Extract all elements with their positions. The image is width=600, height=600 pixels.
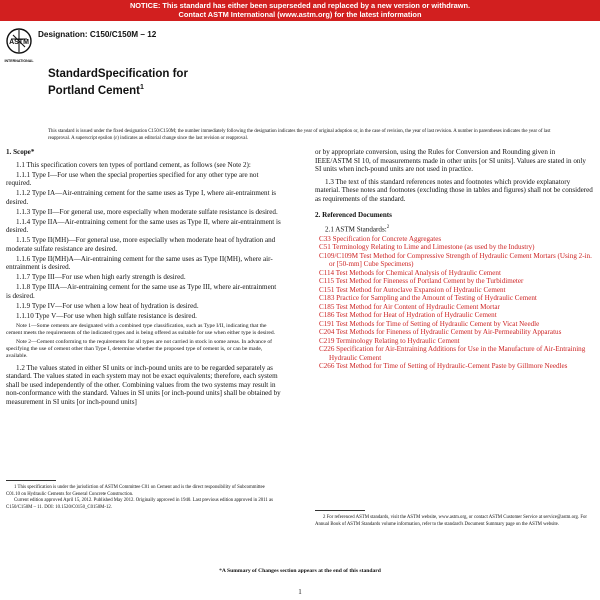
ref-c151-link[interactable]: C151 Test Method for Autoclave Expansion of Hydraulic Cement bbox=[319, 285, 506, 294]
ref-c226-link[interactable]: C226 Specification for Air-Entraining Additions for Use in the Manufacture of Air-Entraining Hydraulic Cement bbox=[319, 345, 586, 362]
para-1-1-8: 1.1.8 Type IIIA—Air-entraining cement for the same use as Type III, where air-entrainment is desired. bbox=[6, 283, 277, 300]
para-1-1-2: 1.1.2 Type IA—Air-entraining cement for the same uses as Type I, where air-entrainment is desired. bbox=[6, 189, 277, 206]
title-line-1: StandardSpecification for bbox=[48, 68, 188, 80]
para-1-2: 1.2 The values stated in either SI units or inch-pound units are to be regarded separately as standard. The values stated in each system may not be exact equivalents; therefore, each system shall be used independently of the other. Combining values from the two systems may result in non-conformance with the standard. Values in SI units [or inch-pound units] shall be obtained by measurement in SI units [or inch-pound units] bbox=[6, 363, 281, 406]
page-number: 1 bbox=[298, 588, 302, 596]
right-column bbox=[315, 148, 593, 371]
para-1-1-6: 1.1.6 Type II(MH)A—Air-entraining cement for the same uses as Type II(MH), where air-entrainment is desired. bbox=[6, 254, 273, 271]
ref-c191-link[interactable]: C191 Test Methods for Time of Setting of Hydraulic Cement by Vicat Needle bbox=[319, 319, 540, 328]
ref-c186-link[interactable]: C186 Test Method for Heat of Hydration of Hydraulic Cement bbox=[319, 311, 497, 320]
para-1-1-5: 1.1.5 Type II(MH)—For general use, more especially when moderate heat of hydration and moderate sulfate resistance are desired. bbox=[6, 236, 276, 253]
para-1-1: 1.1 This specification covers ten types of portland cement, as follows (see Note 2): bbox=[16, 160, 251, 169]
para-1-1-4: 1.1.4 Type IIA—Air-entraining cement for the same uses as Type II, where air-entrainment is desired. bbox=[6, 217, 281, 234]
notice-banner bbox=[0, 0, 600, 21]
ref-c219-link[interactable]: C219 Terminology Relating to Hydraulic Cement bbox=[319, 336, 460, 345]
issuance-statement: This standard is issued under the fixed designation C150/C150M; the number immediately following the designation indicates the year of original adoption or, in the case of revision, the year of last revision. A number in parentheses indicates the year of last reapproval. A superscript epsilon (ε) indicates an editorial change since the last revision or reapproval. bbox=[48, 129, 551, 141]
footnote-1-edition: Current edition approved April 15, 2012. Published May 2012. Originally approved in 1940. Last previous edition approved in 2011 as C150/C150M – 11. DOI: 10.1520/C0150_C0150M-12. bbox=[6, 498, 273, 510]
ref-c185-link[interactable]: C185 Test Method for Air Content of Hydraulic Cement Mortar bbox=[319, 302, 500, 311]
footnotes-left bbox=[6, 485, 278, 511]
summary-of-changes-note: *A Summary of Changes section appears at the end of this standard bbox=[219, 568, 381, 574]
notice-line-2: Contact ASTM International (www.astm.org) for the latest information bbox=[178, 10, 422, 19]
page-title bbox=[48, 68, 188, 98]
footnote-divider-left bbox=[6, 480, 56, 481]
ref-c204-link[interactable]: C204 Test Methods for Fineness of Hydraulic Cement by Air-Permeability Apparatus bbox=[319, 328, 562, 337]
ref-c109-link[interactable]: C109/C109M Test Method for Compressive Strength of Hydraulic Cement Mortars (Using 2-in. or [50-mm] Cube Specimens) bbox=[319, 251, 592, 269]
title-line-2: Portland Cement$^1$ bbox=[48, 84, 144, 97]
footnotes-right bbox=[315, 515, 593, 528]
astm-standards-label: 2.1 ASTM Standards:$^2$ bbox=[325, 224, 390, 233]
ref-c266-link[interactable]: C266 Test Method for Time of Setting of Hydraulic-Cement Paste by Gillmore Needles bbox=[319, 362, 568, 371]
footnote-2: 2 For referenced ASTM standards, visit the ASTM website, www.astm.org, or contact ASTM Customer Service at service@astm.org. For Annual Book of ASTM Standards volume information, refer to the standard's Document Summary page on the ASTM website. bbox=[315, 515, 587, 527]
note-2: Note 2—Cement conforming to the requirements for all types are not carried in stock in some areas. In advance of specifying the use of cement other than Type I, determine whether the proposed type of cement is, or can be made, available. bbox=[6, 338, 272, 359]
ref-c115-link[interactable]: C115 Test Method for Fineness of Portland Cement by the Turbidimeter bbox=[319, 277, 524, 286]
svg-text:ASTM: ASTM bbox=[9, 39, 29, 46]
para-1-1-10: 1.1.10 Type V—For use when high sulfate resistance is desired. bbox=[16, 311, 197, 320]
scope-heading: 1. Scope* bbox=[6, 148, 35, 156]
para-1-3: 1.3 The text of this standard references notes and footnotes which provide explanatory material. These notes and footnotes (excluding those in tables and figures) shall not be considered as requirements of the standard. bbox=[315, 177, 593, 203]
referenced-documents-heading: 2. Referenced Documents bbox=[315, 211, 392, 219]
ref-c114-link[interactable]: C114 Test Methods for Chemical Analysis of Hydraulic Cement bbox=[319, 268, 501, 277]
footnote-1: 1 This specification is under the jurisdiction of ASTM Committee C01 on Cement and is the direct responsibility of Subcommittee C01.10 on Hydraulic Cements for General Concrete Construction. bbox=[6, 485, 265, 497]
note-1: Note 1—Some cements are designated with a combined type classification, such as Type I/II, indicating that the cement meets the requirements of the indicated types and is being offered as suitable for use when either type is desired. bbox=[6, 323, 276, 336]
svg-text:INTERNATIONAL: INTERNATIONAL bbox=[4, 59, 34, 63]
para-1-1-7: 1.1.7 Type III—For use when high early strength is desired. bbox=[16, 273, 186, 281]
footnote-divider-right bbox=[315, 510, 365, 511]
para-1-1-3: 1.1.3 Type II—For general use, more especially when moderate sulfate resistance is desired. bbox=[16, 207, 278, 216]
notice-line-1: NOTICE: This standard has either been superseded and replaced by a new version or withdrawn. bbox=[129, 1, 471, 10]
designation: Designation: C150/C150M – 12 bbox=[38, 30, 157, 39]
astm-logo-icon bbox=[6, 26, 32, 66]
left-column bbox=[6, 148, 281, 408]
para-1-2-cont: or by appropriate conversion, using the Rules for Conversion and Rounding given in IEEE/ASTM SI 10, of measurements made in other units [or SI units]. Values are stated in only SI units when inch-pound units are not used in practice. bbox=[315, 148, 586, 173]
para-1-1-9: 1.1.9 Type IV—For use when a low heat of hydration is desired. bbox=[16, 301, 199, 310]
astm-logo bbox=[6, 26, 32, 66]
ref-c33-link[interactable]: C33 Specification for Concrete Aggregates bbox=[319, 234, 442, 243]
ref-c51-link[interactable]: C51 Terminology Relating to Lime and Limestone (as used by the Industry) bbox=[319, 243, 535, 252]
ref-c183-link[interactable]: C183 Practice for Sampling and the Amount of Testing of Hydraulic Cement bbox=[319, 294, 537, 303]
para-1-1-1: 1.1.1 Type I—For use when the special properties specified for any other type are not required. bbox=[6, 170, 259, 187]
